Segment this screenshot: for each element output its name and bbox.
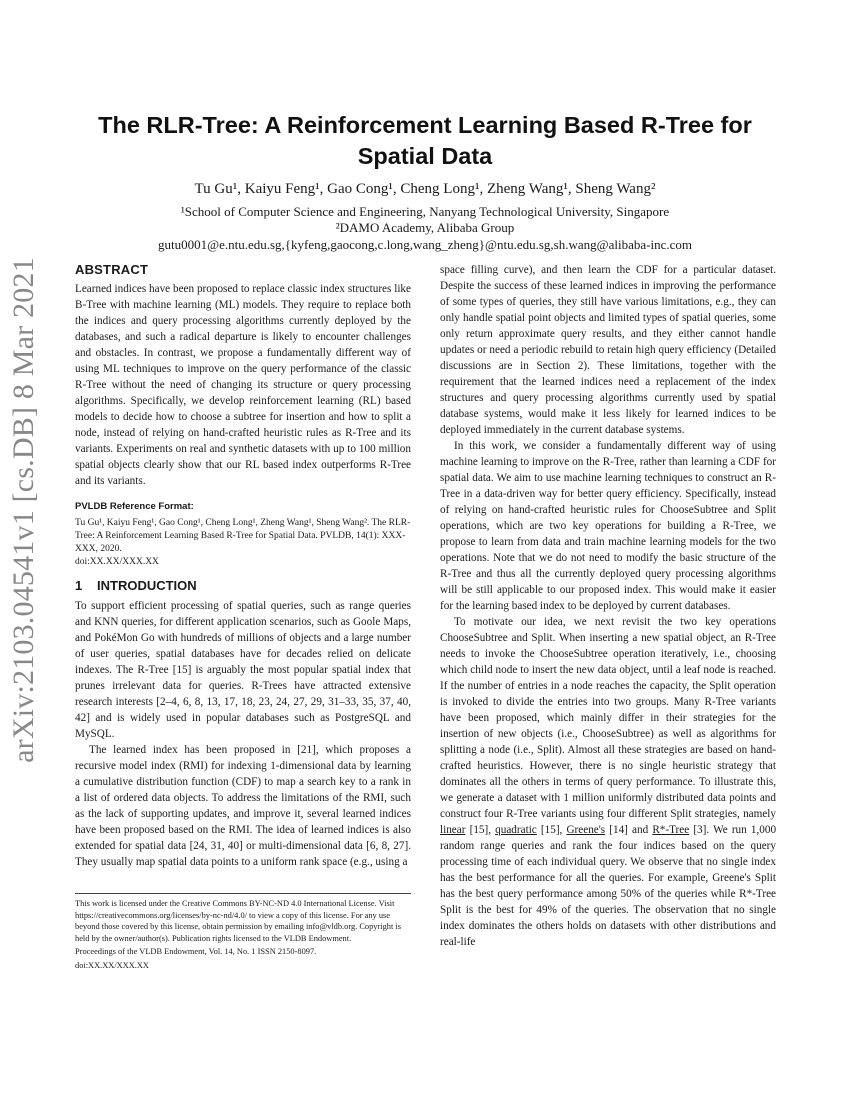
right-column (440, 262, 776, 950)
footnote-doi: doi:XX.XX/XXX.XX (75, 960, 149, 970)
quadratic-split-term: quadratic (495, 824, 537, 836)
citation-linear: [15], (469, 824, 492, 836)
greene-split-term: Greene's (566, 824, 606, 836)
right-paragraph-1: space filling curve), and then learn the CDF for a particular dataset. Despite the success of these learned indices in improving the performance of some types of queries, they still have various limitations, e.g., they can only handle spatial point objects and limited types of spatial queries, some only return approximate query results, and they either cannot handle updates or need a periodic rebuild to retain high query efficiency (Detailed discussions are in Section 2). These limitations, together with the requirement that the learned indices need a replacement of the index structures and query processing algorithms currently used by spatial database systems, would make it less likely for learned indices to be deployed immediately in the current database systems. (440, 264, 776, 436)
reference-doi: doi:XX.XX/XXX.XX (75, 557, 159, 567)
right-paragraph-3 (440, 614, 776, 950)
arxiv-identifier-stamp (2, 257, 46, 763)
abstract-text: Learned indices have been proposed to replace classic index structures like B-Tree with machine learning (ML) models. They require to replace both the indices and query processing algorithms currently deployed by the databases, and such a radical departure is likely to encounter challenges and obstacles. In contrast, we propose a fundamentally different way of using ML techniques to improve on the query performance of the classic R-Tree without the need of changing its structure or query processing algorithms. Specifically, we develop reinforcement learning (RL) based models to decide how to choose a subtree for insertion and how to split a node, instead of relying on hand-crafted heuristic rules as R-Tree and its variants. Experiments on real and synthetic datasets with up to 100 million spatial objects clearly show that our RL based index outperforms R-Tree and its variants. (75, 283, 411, 487)
citation-greene: [14] and (609, 824, 649, 836)
license-footnote (75, 893, 411, 973)
author-emails: gutu0001@e.ntu.edu.sg,{kyfeng,gaocong,c.long,wang_zheng}@ntu.edu.sg,sh.wang@alibaba-inc.com (158, 237, 692, 252)
reference-format-text: Tu Gu¹, Kaiyu Feng¹, Gao Cong¹, Cheng Long¹, Zheng Wang¹, Sheng Wang². The RLR-Tree: A Reinforcement Learning Based R-Tree for Spatial Data. PVLDB, 14(1): XXX-XXX, 2020. (75, 518, 411, 554)
paper-title-line-1: The RLR-Tree: A Reinforcement Learning Based R-Tree for (98, 112, 752, 138)
introduction-heading (75, 578, 411, 594)
right-paragraph-3-text: To motivate our idea, we next revisit the two key operations ChooseSubtree and Split. When inserting a new spatial object, an R-Tree needs to invoke the ChooseSubtree operation iteratively, i.e., choosing which child node to insert the new data object, until a leaf node is reached. If the number of entries in a node reaches the capacity, the Split operation is invoked to divide the entries into two groups. Many R-Tree variants have been proposed, which mainly differ in their strategies for the insertion of new objects (i.e., ChooseSubtree) as well as algorithms for splitting a node (i.e., Split). Almost all these strategies are based on hand-crafted heuristics. However, there is no single heuristic strategy that dominates all the others in terms of query performance. To illustrate this, we generate a dataset with 1 million uniformly distributed data points and construct four R-Tree variants using four different Split strategies, namely (440, 616, 776, 820)
reference-format-heading: PVLDB Reference Format: (75, 501, 194, 512)
paper-title (60, 110, 790, 172)
affiliation-ntu: ¹School of Computer Science and Engineering, Nanyang Technological University, Singapore (180, 204, 670, 219)
affiliation-alibaba: ²DAMO Academy, Alibaba Group (335, 220, 515, 235)
left-column (75, 262, 411, 870)
arxiv-identifier-text: arXiv:2103.04541v1 [cs.DB] 8 Mar 2021 (7, 257, 40, 763)
rstar-tree-term: R*-Tree (652, 824, 690, 836)
linear-split-term: linear (440, 824, 466, 836)
right-paragraph-2: In this work, we consider a fundamentally different way of using machine learning to improve on the R-Tree, rather than learning a CDF for spatial data. We aim to use machine learning techniques to construct an R-Tree in a data-driven way for better query efficiency. Specifically, instead of relying on hand-crafted heuristic rules for ChooseSubtree and Split operations, which are two key operations for building a R-Tree, we propose to learn from data and train machine learning models for the two operations. Note that we do not need to modify the basic structure of the R-Tree and thus all the currently deployed query processing algorithms will be still applicable to our proposed index. This would make it easier for the learning based index to be deployed by current databases. (440, 440, 776, 612)
section-number: 1 (75, 578, 83, 593)
citation-quadratic: [15], (540, 824, 563, 836)
abstract-heading: ABSTRACT (75, 262, 149, 277)
footnote-proceedings: Proceedings of the VLDB Endowment, Vol. 14, No. 1 ISSN 2150-8097. (75, 947, 317, 956)
author-list: Tu Gu¹, Kaiyu Feng¹, Gao Cong¹, Cheng Long¹, Zheng Wang¹, Sheng Wang² (194, 181, 656, 197)
section-title: INTRODUCTION (97, 578, 197, 593)
intro-paragraph-1: To support efficient processing of spatial queries, such as range queries and KNN queries, for different application scenarios, such as Goole Maps, and PokéMon Go with hundreds of millions of objects and a large number of user queries, spatial databases have for decades relied on delicate indexes. The R-Tree [15] is arguably the most popular spatial index that prunes irrelevant data for queries. R-Trees have attracted extensive research interests [2–4, 6, 8, 13, 17, 18, 23, 24, 27, 29, 31–33, 35, 37, 40, 42] and is widely used in popular databases such as PostgreSQL and MySQL. (75, 600, 411, 740)
footnote-license-text: This work is licensed under the Creative Commons BY-NC-ND 4.0 International License. Visit https://creativecommons.org/licenses/by-nc-nd/4.0/ to view a copy of this license. For any use beyond those covered by this license, obtain permission by emailing info@vldb.org. Copyright is held by the owner/author(s). Publication rights licensed to the VLDB Endowment. (75, 899, 401, 943)
paper-title-line-2: Spatial Data (357, 143, 493, 169)
right-paragraph-3-continued: [3]. We run 1,000 random range queries and rank the four indices based on the query processing time of each individual query. We observe that no single index has the best performance for all the queries. For example, Greene's Split has the best query performance among 50% of the queries while R*-Tree Split is the best for 49% of the queries. The observation that no single index dominates the others holds on datasets with other distributions and real-life (440, 824, 777, 948)
intro-paragraph-2: The learned index has been proposed in [21], which proposes a recursive model index (RMI) for indexing 1-dimensional data by learning a cumulative distribution function (CDF) to map a search key to a rank in a list of ordered data objects. To address the limitations of the RMI, such as the lack of supporting updates, and improve it, several learned indices have been proposed based on the RMI. The idea of learned indices is also extended for spatial data [24, 31, 40] or multi-dimensional data [6, 8, 27]. They usually map spatial data points to a uniform rank space (e.g., using a (75, 744, 411, 868)
